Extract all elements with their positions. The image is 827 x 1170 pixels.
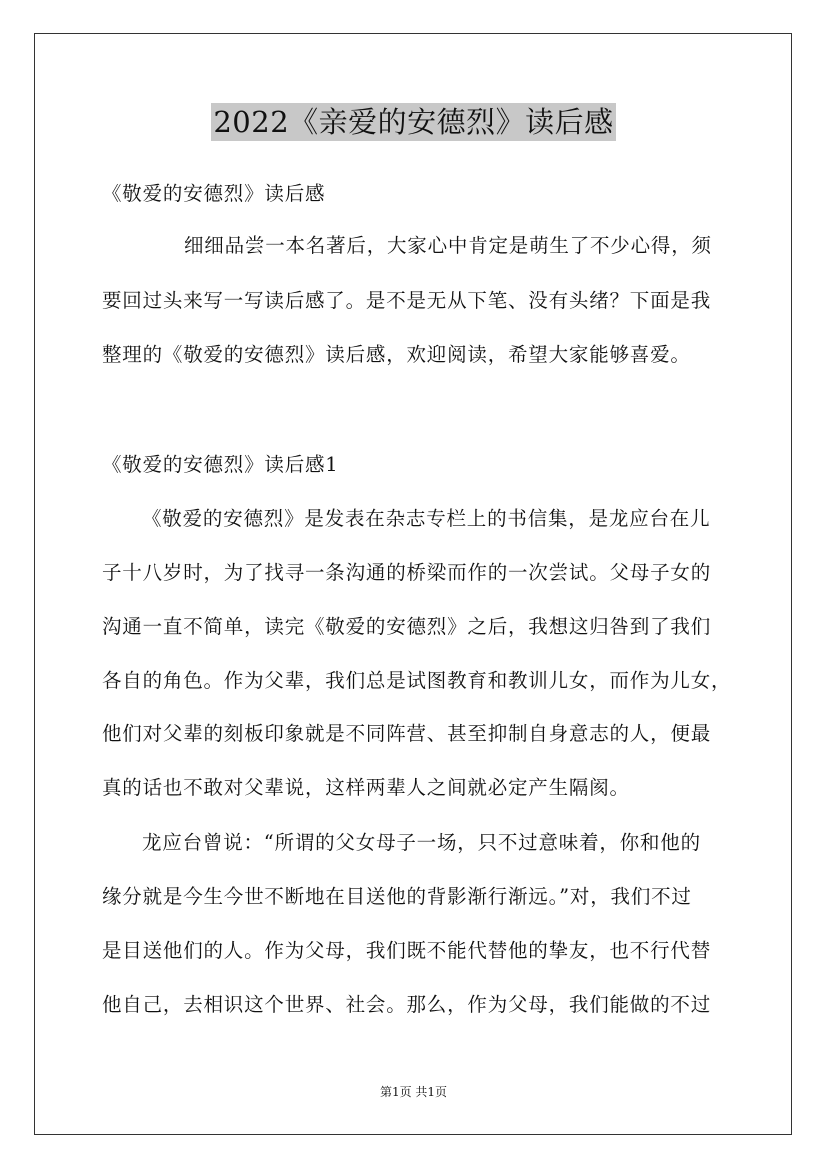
intro-line: 要回过头来写一写读后感了。是不是无从下笔、没有头绪？下面是我 (102, 289, 712, 312)
body-line: 是目送他们的人。作为父母，我们既不能代替他的挚友，也不行代替 (102, 939, 712, 962)
body-line: 龙应台曾说：“所谓的父女母子一场，只不过意味着，你和他的 (142, 831, 701, 854)
intro-line: 整理的《敬爱的安德烈》读后感，欢迎阅读，希望大家能够喜爱。 (102, 343, 691, 366)
body-line: 他自己，去相识这个世界、社会。那么，作为父母，我们能做的不过 (102, 993, 712, 1016)
section-heading: 《敬爱的安德烈》读后感1 (102, 453, 339, 476)
page-number: 第1页 共1页 (379, 1085, 448, 1099)
body-line: 子十八岁时，为了找寻一条沟通的桥梁而作的一次尝试。父母子女的 (102, 561, 712, 584)
body-line: 真的话也不敢对父辈说，这样两辈人之间就必定产生隔阂。 (102, 776, 630, 799)
title-container (0, 103, 827, 141)
document-title: 2022《亲爱的安德烈》读后感 (213, 105, 614, 139)
body-line: 各自的角色。作为父辈，我们总是试图教育和教训儿女，而作为儿女， (102, 669, 732, 692)
body-line: 《敬爱的安德烈》是发表在杂志专栏上的书信集，是龙应台在儿 (142, 507, 711, 530)
body-line: 缘分就是今生今世不断地在目送他的背影渐行渐远。”对，我们不过 (102, 885, 692, 908)
subtitle: 《敬爱的安德烈》读后感 (102, 182, 326, 205)
intro-line: 细细品尝一本名著后，大家心中肯定是萌生了不少心得，须 (184, 234, 712, 257)
body-line: 他们对父辈的刻板印象就是不同阵营、甚至抑制自身意志的人，便最 (102, 722, 712, 745)
body-line: 沟通一直不简单，读完《敬爱的安德烈》之后，我想这归咎到了我们 (102, 615, 712, 638)
